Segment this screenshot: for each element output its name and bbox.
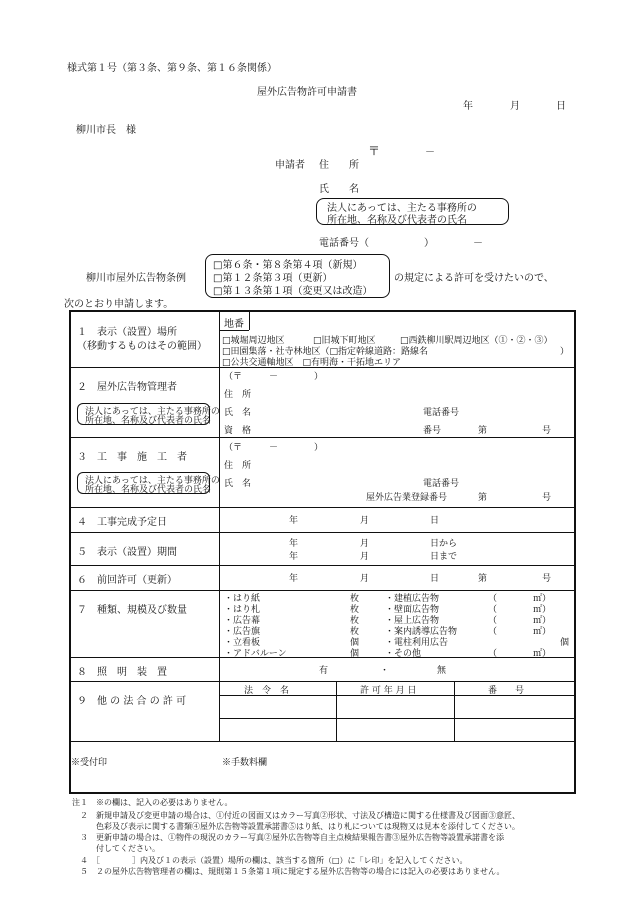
row2-address-label: 住 所 [224, 390, 252, 400]
row2-name-label: 氏 名 [224, 408, 252, 418]
form-reference: 様式第１号（第３条、第９条、第１６条関係） [67, 63, 277, 74]
row9-col-divider [336, 681, 337, 741]
row2-phone-label: 電話番号 [423, 408, 460, 418]
row-divider [69, 681, 576, 682]
r7-right-unit: 個 [560, 638, 570, 648]
row2-note-line2: 所在地、名称及び代表者の氏名 [85, 416, 212, 426]
applicant-label: 申請者 [275, 160, 305, 171]
row3-note-line1: 法人にあっては、主たる事務所の [85, 476, 220, 486]
row3-go: 号 [542, 493, 552, 503]
row1-label: １ 表示（設置）場所 [77, 327, 177, 338]
row5-day-to: 日まで [430, 552, 458, 562]
row9-label: ９ 他 の 法 合 の 許 可 [77, 696, 187, 707]
row6-day: 日 [430, 574, 440, 584]
postal-mark: 〒 [368, 144, 381, 158]
r7-right-item: ・案内誘導広告物 [385, 627, 458, 637]
r7-left-unit: 個 [350, 638, 360, 648]
applicant-address-label: 住 所 [319, 160, 359, 171]
row6-label: ６ 前回許可（更新） [77, 575, 177, 586]
row5-month-from: 月 [360, 539, 370, 549]
note-4: ４ ［ ］内及び１の表示（設置）場所の欄は、該当する箇所（□）に「レ印」を記入してください。 [72, 856, 468, 865]
row-divider [69, 741, 576, 742]
row7-label: ７ 種類、規模及び数量 [77, 605, 187, 616]
ordinance-option-1[interactable]: □第６条・第８条第４項（新規） [213, 260, 363, 271]
r7-right-unit: （ ㎡） [488, 605, 552, 615]
r7-right-item: ・屋上広告物 [385, 616, 440, 626]
chiban-label: 地番 [224, 319, 244, 330]
phone-label: 電話番号（ [319, 238, 369, 249]
row5-month-to: 月 [360, 552, 370, 562]
row5-year-to: 年 [289, 552, 299, 562]
r7-right-unit: （ ㎡） [488, 616, 552, 626]
area-option-denen-close: ） [560, 347, 570, 357]
row5-label: ５ 表示（設置）期間 [77, 547, 177, 558]
r7-left-unit: 枚 [350, 616, 360, 626]
page-title: 屋外広告物許可申請書 [257, 87, 357, 98]
row6-month: 月 [360, 574, 370, 584]
note-1: 注１ ※の欄は、記入の必要はありません。 [72, 798, 233, 807]
corp-note-line1: 法人にあっては、主たる事務所の [327, 203, 477, 214]
r7-right-item: ・建植広告物 [385, 594, 440, 604]
row-divider [69, 532, 576, 533]
chiban-underline [219, 330, 249, 331]
note-5: ５ ２の屋外広告物管理者の欄は、規則第１５条第１項に規定する屋外広告物等の場合には記入の必要はありません。 [72, 867, 505, 876]
ordinance-option-3[interactable]: □第１３条第１項（変更又は改造） [213, 286, 373, 297]
r7-right-item: ・壁面広告物 [385, 605, 440, 615]
postal-dash: － [425, 147, 435, 158]
row3-name-label: 氏 名 [224, 479, 252, 489]
row5-year-from: 年 [289, 539, 299, 549]
area-option-johori[interactable]: □城堀周辺地区 [222, 336, 285, 346]
row4-month: 月 [360, 516, 370, 526]
receipt-stamp-label: ※受付印 [71, 758, 108, 768]
row3-postal: （〒 － ） [224, 443, 324, 453]
r7-left-item: ・はり紙 [224, 594, 261, 604]
row4-label: ４ 工事完成予定日 [77, 517, 167, 528]
row1-sublabel: （移動するものはその範囲） [77, 341, 207, 352]
area-option-station[interactable]: □西鉄柳川駅周辺地区（①・②・③） [400, 336, 553, 346]
row2-label: ２ 屋外広告物管理者 [77, 382, 177, 393]
row-divider [69, 507, 576, 508]
area-option-kyujoka[interactable]: □旧城下町地区 [313, 336, 376, 346]
note-3a: ３ 更新申請の場合は、①物件の現況のカラー写真②屋外広告物等自主点検結果報告書③屋外広告物等設置承諾書を添 [72, 833, 504, 842]
r7-right-unit: （ ㎡） [488, 627, 552, 637]
row-divider [69, 437, 576, 438]
lighting-separator: ・ [380, 666, 390, 676]
lighting-no[interactable]: 無 [437, 666, 447, 676]
ordinance-prefix: 柳川市屋外広告物条例 [86, 273, 186, 284]
row5-day-from: 日から [430, 539, 458, 549]
r7-left-item: ・アドバルーン [224, 649, 287, 659]
r7-right-item: ・その他 [385, 649, 422, 659]
row9-col-divider [454, 681, 455, 741]
ordinance-suffix: の規定による許可を受けたいので、 [394, 273, 554, 284]
row9-mid-line [219, 718, 576, 719]
r7-left-unit: 枚 [350, 605, 360, 615]
row4-year: 年 [289, 516, 299, 526]
row9-header-date: 許 可 年 月 日 [360, 686, 417, 696]
note-2a: ２ 新規申請及び変更申請の場合は、①付近の図面又はカラー写真②形状、寸法及び構造に関する仕様書及び図面③意匠、 [72, 811, 520, 820]
area-option-denen[interactable]: □田園集落・社寺林地区（□指定幹線道路：路線名 [222, 347, 429, 357]
note-3b: 付してください。 [72, 844, 160, 853]
row6-dai: 第 [478, 574, 488, 584]
phone-close: ） [424, 238, 434, 249]
row3-address-label: 住 所 [224, 461, 252, 471]
r7-left-unit: 枚 [350, 627, 360, 637]
r7-left-unit: 個 [350, 649, 360, 659]
row6-go: 号 [542, 574, 552, 584]
r7-left-item: ・広告幕 [224, 616, 261, 626]
row9-header-number: 番 号 [488, 686, 525, 696]
r7-left-item: ・広告旗 [224, 627, 261, 637]
row2-number-label: 番号 [423, 426, 442, 436]
row6-year: 年 [289, 574, 299, 584]
corp-note-line2: 所在地、名称及び代表者の氏名 [327, 215, 467, 226]
date-day-label: 日 [556, 101, 566, 112]
chiban-divider [249, 310, 250, 330]
row2-note-line1: 法人にあっては、主たる事務所の [85, 407, 220, 417]
date-month-label: 月 [510, 101, 520, 112]
lighting-yes[interactable]: 有 [319, 666, 329, 676]
row4-day: 日 [430, 516, 440, 526]
column-divider [219, 310, 220, 741]
row8-label: ８ 照 明 装 置 [77, 667, 167, 678]
row2-go: 号 [542, 426, 552, 436]
r7-left-item: ・立看板 [224, 638, 261, 648]
row3-note-line2: 所在地、名称及び代表者の氏名 [85, 485, 212, 495]
row2-dai: 第 [478, 426, 488, 436]
row3-registration-label: 屋外広告業登録番号 [366, 493, 448, 503]
ordinance-option-2[interactable]: □第１２条第３項（更新） [213, 273, 333, 284]
row2-qualification-label: 資 格 [224, 426, 252, 436]
phone-dash: － [473, 238, 483, 249]
row2-postal: （〒 － ） [224, 372, 324, 382]
row-divider [69, 565, 576, 566]
fee-label: ※手数料欄 [222, 758, 268, 768]
r7-right-item: ・電柱利用広告 [385, 638, 449, 648]
row9-header-law: 法 令 名 [244, 686, 290, 696]
r7-right-unit: （ ㎡） [488, 594, 552, 604]
date-year-label: 年 [463, 101, 473, 112]
row3-dai: 第 [478, 493, 488, 503]
r7-left-unit: 枚 [350, 594, 360, 604]
row3-label: ３ 工 事 施 工 者 [77, 452, 187, 463]
r7-right-unit: （ ㎡） [488, 649, 552, 659]
note-2b: 色彩及び表示に関する書類④屋外広告物等設置承諾書⑤はり紙、はり札については現物又は見本を添付してください。 [72, 822, 520, 831]
addressee: 柳川市長 様 [76, 125, 136, 136]
row3-phone-label: 電話番号 [423, 479, 460, 489]
closing-text: 次のとおり申請します。 [64, 299, 174, 310]
r7-left-item: ・はり札 [224, 605, 261, 615]
area-option-transit[interactable]: □公共交通軸地区 □有明海・干拓地エリア [222, 358, 402, 368]
applicant-name-label: 氏 名 [319, 184, 359, 195]
